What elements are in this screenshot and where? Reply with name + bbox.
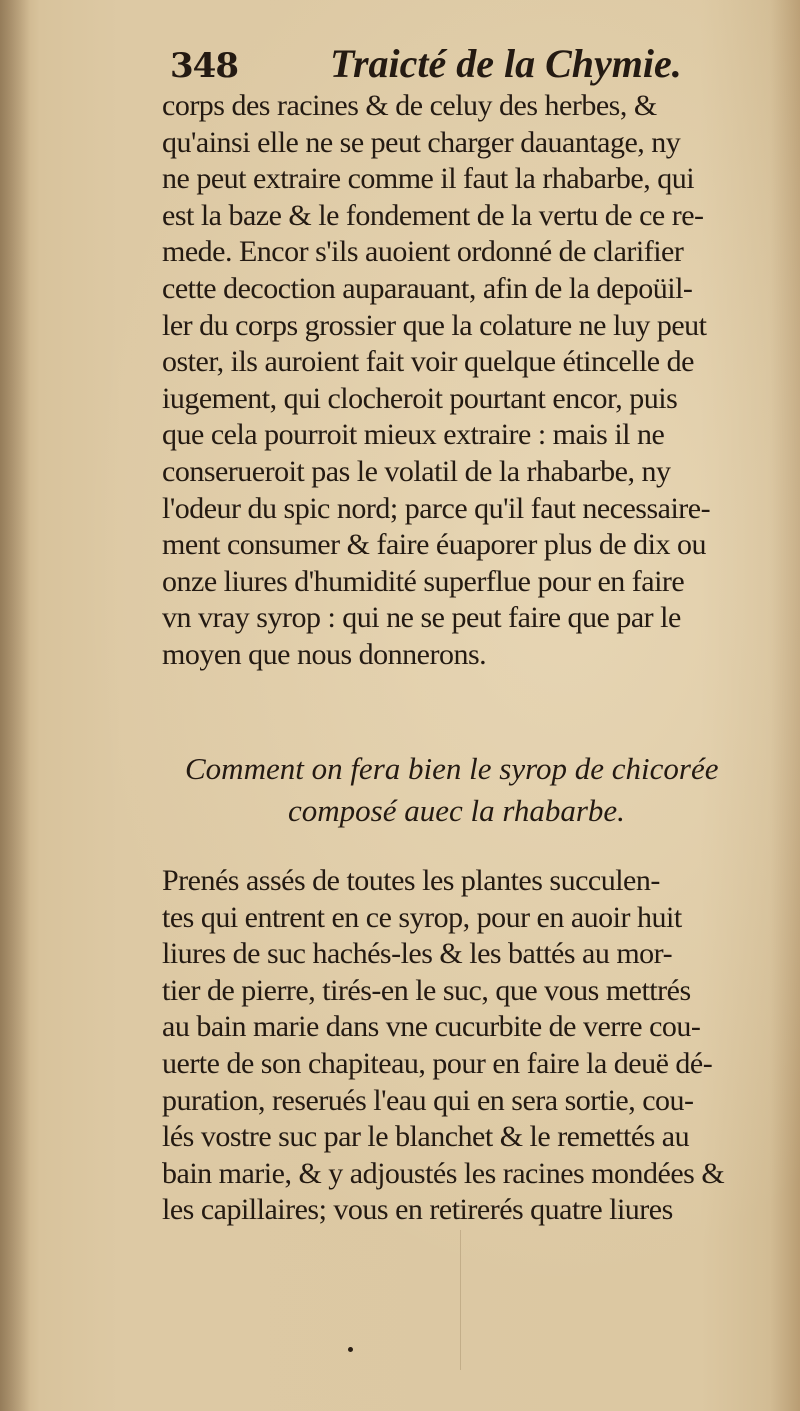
ink-dot (348, 1347, 353, 1352)
text-line: Prenés assés de toutes les plantes succulen- (162, 864, 660, 897)
text-line: onze liures d'humidité superflue pour en faire (162, 564, 685, 598)
page-number: 348 (170, 46, 238, 86)
paragraph-1 (162, 88, 794, 674)
text-line: liures de suc hachés-les & les battés au mor- (162, 937, 673, 971)
text-line: est la baze & le fondement de la vertu de ce re- (162, 198, 704, 232)
text-line: corps des racines & de celuy des herbes, & (162, 89, 657, 122)
text-line: conserueroit pas le volatil de la rhabarbe, ny (162, 454, 671, 488)
text-line: bain marie, & y adjoustés les racines mondées & (162, 1156, 725, 1190)
paragraph-2 (162, 863, 794, 1229)
text-line: mede. Encor s'ils auoient ordonné de clarifier (162, 235, 684, 269)
text-line: puration, reserués l'eau qui en sera sortie, cou- (162, 1083, 694, 1117)
heading-line-1: Comment on fera bien le syrop de chicorée (185, 751, 719, 786)
text-line: tes qui entrent en ce syrop, pour en auoir huit (162, 900, 682, 934)
text-line: les capillaires; vous en retirerés quatre liures (162, 1193, 673, 1227)
text-line: cette decoction auparauant, afin de la depoüil- (162, 271, 693, 305)
text-line: au bain marie dans vne cucurbite de verre cou- (162, 1010, 701, 1044)
text-line: tier de pierre, tirés-en le suc, que vous mettrés (162, 973, 691, 1007)
text-line: oster, ils auroient fait voir quelque étincelle de (162, 345, 694, 379)
gutter-shadow (0, 0, 30, 1411)
text-line: ment consumer & faire éuaporer plus de dix ou (162, 528, 706, 562)
text-line: vn vray syrop : qui ne se peut faire que par le (162, 601, 681, 635)
text-line: ne peut extraire comme il faut la rhabarbe, qui (162, 162, 695, 196)
heading-line-2: composé auec la rhabarbe. (288, 793, 625, 828)
text-line: l'odeur du spic nord; parce qu'il faut necessaire- (162, 491, 711, 525)
text-line: lés vostre suc par le blanchet & le remettés au (162, 1120, 690, 1154)
text-line: qu'ainsi elle ne se peut charger dauantage, ny (162, 125, 681, 159)
text-line: iugement, qui clocheroit pourtant encor, puis (162, 381, 678, 415)
paper-crease (460, 1230, 491, 1370)
section-heading (185, 748, 785, 832)
running-title: Traicté de la Chymie. (330, 41, 682, 86)
text-line: moyen que nous donnerons. (162, 637, 487, 671)
text-line: ler du corps grossier que la colature ne luy peut (162, 308, 707, 342)
text-line: que cela pourroit mieux extraire : mais il ne (162, 418, 665, 452)
text-line: uerte de son chapiteau, pour en faire la deuë dé- (162, 1046, 713, 1080)
